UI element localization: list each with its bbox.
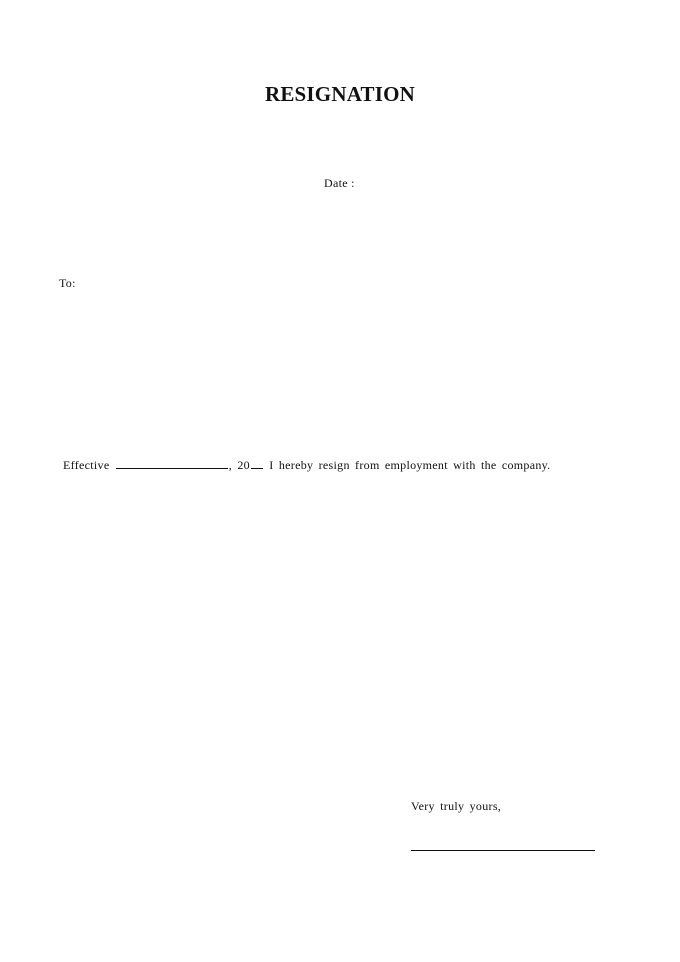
resignation-text: I hereby resign from employment with the company. — [269, 458, 551, 472]
date-label: Date : — [324, 176, 355, 190]
closing-salutation: Very truly yours, — [411, 799, 502, 813]
effective-date-blank — [116, 458, 228, 469]
year-prefix: , 20 — [228, 458, 250, 472]
signature-line — [411, 850, 595, 851]
effective-label: Effective — [63, 458, 110, 472]
recipient-label: To: — [59, 276, 76, 290]
document-title: RESIGNATION — [264, 82, 415, 106]
year-blank — [251, 458, 263, 469]
resignation-statement — [63, 458, 550, 473]
